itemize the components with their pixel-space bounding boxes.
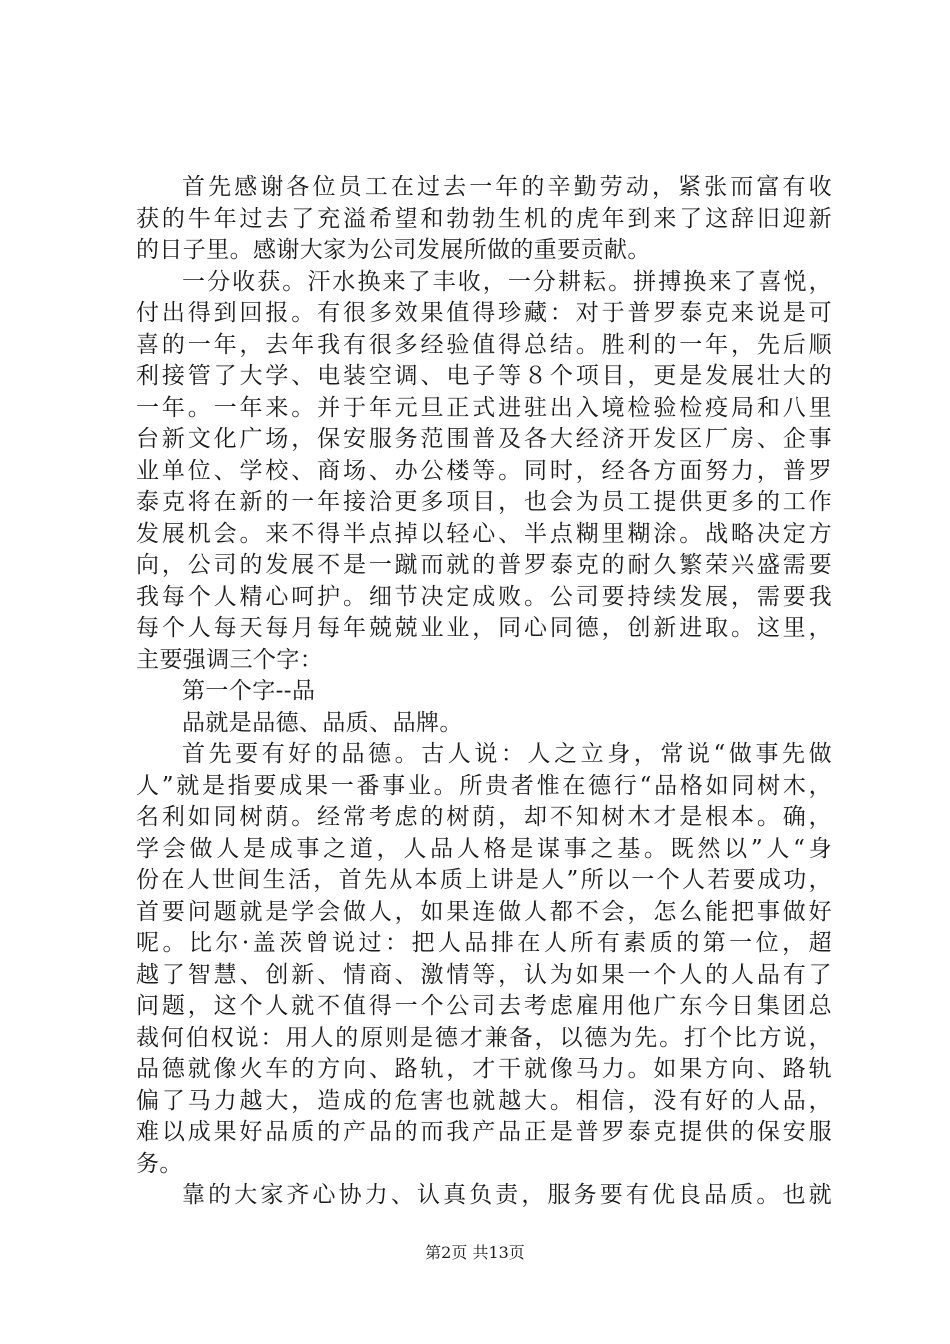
text-line: 裁何伯权说：用人的原则是德才兼备，以德为先。打个比方说， — [136, 1024, 832, 1051]
text-line: 名利如同树荫。经常考虑的树荫，却不知树木才是根本。确， — [136, 804, 832, 830]
text-line: 靠的大家齐心协力、认真负责，服务要有优良品质。也就 — [182, 1182, 832, 1208]
text-line: 一分收获。汗水换来了丰收，一分耕耘。拼搏换来了喜悦， — [182, 268, 832, 295]
text-line: 台新文化广场，保安服务范围普及各大经济开发区厂房、企事 — [136, 426, 832, 452]
text-line: 一年。一年来。并于年元旦正式进驻出入境检验检疫局和八里 — [136, 394, 832, 421]
text-line: 主要强调三个字： — [136, 646, 324, 673]
text-line: 品德就像火车的方向、路轨，才干就像马力。如果方向、路轨 — [136, 1056, 832, 1082]
text-line: 泰克将在新的一年接洽更多项目，也会为员工提供更多的工作 — [136, 489, 832, 515]
text-line: 业单位、学校、商场、办公楼等。同时，经各方面努力，普罗 — [136, 457, 832, 484]
text-line: 利接管了大学、电装空调、电子等８个项目，更是发展壮大的 — [136, 363, 832, 389]
text-line: 人”就是指要成果一番事业。所贵者惟在德行“品格如同树木， — [136, 772, 832, 799]
text-line: 首先感谢各位员工在过去一年的辛勤劳动，紧张而富有收 — [182, 174, 832, 200]
text-line: 务。 — [136, 1150, 183, 1177]
text-line: 呢。比尔·盖茨曾说过：把人品排在人所有素质的第一位，超 — [136, 930, 832, 956]
document-body — [136, 172, 832, 1212]
text-line: 的日子里。感谢大家为公司发展所做的重要贡献。 — [136, 237, 651, 263]
text-line: 份在人世间生活，首先从本质上讲是人”所以一个人若要成功， — [136, 867, 832, 893]
text-line: 偏了马力越大，造成的危害也就越大。相信，没有好的人品， — [136, 1087, 832, 1114]
text-line: 第一个字--品 — [182, 678, 316, 704]
text-line: 越了智慧、创新、情商、激情等，认为如果一个人的人品有了 — [136, 961, 832, 988]
text-line: 每个人每天每月每年兢兢业业，同心同德，创新进取。这里， — [136, 615, 832, 641]
text-line: 发展机会。来不得半点掉以轻心、半点糊里糊涂。战略决定方 — [136, 520, 832, 547]
page-number-footer: 第2页 共13页 — [425, 1243, 525, 1262]
text-line: 我每个人精心呵护。细节决定成败。公司要持续发展，需要我 — [136, 583, 832, 610]
text-line: 问题，这个人就不值得一个公司去考虑雇用他广东今日集团总 — [136, 993, 832, 1019]
text-line: 向，公司的发展不是一蹴而就的普罗泰克的耐久繁荣兴盛需要 — [136, 552, 832, 578]
text-line: 付出得到回报。有很多效果值得珍藏：对于普罗泰克来说是可 — [136, 300, 832, 326]
text-line: 获的牛年过去了充溢希望和勃勃生机的虎年到来了这辞旧迎新 — [136, 205, 832, 232]
text-line: 喜的一年，去年我有很多经验值得总结。胜利的一年，先后顺 — [136, 331, 832, 358]
text-line: 品就是品德、品质、品牌。 — [182, 709, 463, 736]
text-line: 首要问题就是学会做人，如果连做人都不会，怎么能把事做好 — [136, 898, 832, 925]
text-line: 首先要有好的品德。古人说：人之立身，常说“做事先做 — [182, 741, 832, 767]
text-line: 学会做人是成事之道，人品人格是谋事之基。既然以”人“身 — [136, 835, 832, 862]
text-line: 难以成果好品质的产品的而我产品正是普罗泰克提供的保安服 — [136, 1119, 832, 1145]
